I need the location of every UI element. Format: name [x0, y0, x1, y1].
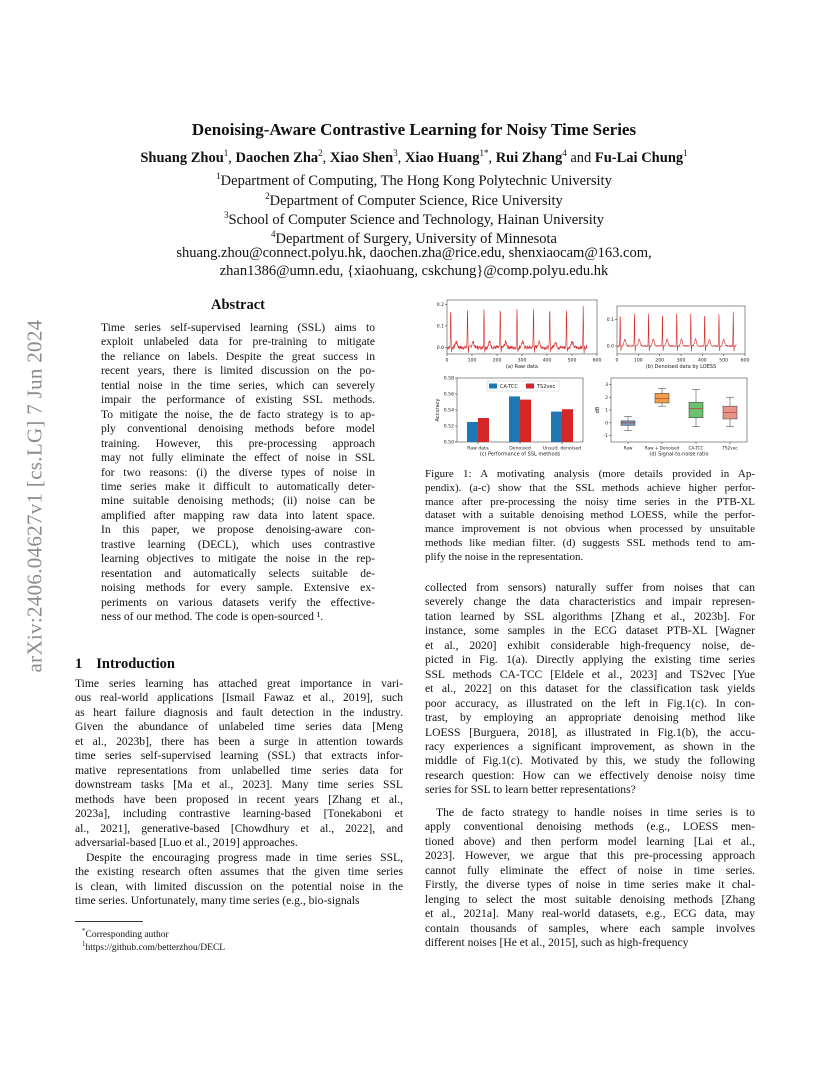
text-line: LOESS [Burguera, 2018], as illustrated in Fig.1(b), the accu-	[425, 725, 755, 739]
text-line: amplified after mapping raw data into latent space.	[101, 508, 375, 522]
affiliation-sup: 3	[224, 210, 229, 220]
text-line: periments on various datasets verify the effective-	[101, 595, 375, 609]
text-line: pendix). (a-c) show that the SSL methods achieve higher perfor-	[425, 481, 755, 494]
text-line: cannot fully eliminate the effect of noise in time series.	[425, 863, 755, 877]
text-line: is clean, with limited discussion on the potential noise in the	[75, 879, 403, 893]
x-tick-label: 300	[676, 358, 686, 364]
legend-label: CA-TCC	[500, 384, 518, 390]
affiliation-text: School of Computer Science and Technology, Hainan University	[228, 211, 604, 228]
author-sup: 4	[562, 148, 567, 158]
author-name: Xiao Shen	[329, 149, 394, 166]
bar-ca-tcc	[467, 422, 478, 442]
bar-ts2vec	[478, 418, 489, 442]
legend-swatch	[526, 384, 534, 389]
x-tick-label: Raw data	[467, 446, 489, 452]
text-line: the existing research often assumes that the given time series	[75, 865, 403, 879]
y-tick-label: 1	[605, 408, 608, 414]
y-tick-label: 0.0	[606, 344, 614, 350]
text-line: methods have been proposed in recent years [Zhang et al.,	[75, 792, 403, 806]
text-line: instance, some samples in the ECG dataset PTB-XL [Wagner	[425, 624, 755, 638]
text-line: ness of our method. The code is open-sourced ¹.	[101, 610, 324, 624]
author-sup: 1*	[479, 148, 489, 158]
text-line: poor accuracy, as illustrated on the left in Fig.1(c). In con-	[425, 696, 755, 710]
y-axis-label: dB	[595, 406, 601, 414]
footnote-mark: 1	[82, 940, 86, 948]
panel-a-raw-data	[437, 300, 602, 370]
figure-1	[425, 296, 755, 462]
text-line: Given the abundance of unlabeled time series data [Meng	[75, 720, 403, 734]
text-line: Firstly, the diverse types of noise in time series make it chal-	[425, 878, 755, 892]
text-line: resentation and automatically selects suitable de-	[101, 566, 375, 580]
paper-title: Denoising-Aware Contrastive Learning for Noisy Time Series	[191, 120, 637, 139]
text-line: time series. Unfortunately, many time series (e.g., bio-signals	[75, 894, 360, 908]
footnote-rule	[75, 921, 143, 922]
x-tick-label: Denoised	[509, 446, 531, 452]
text-line: noising methods for every sample. Extensive ex-	[101, 581, 375, 595]
footnote-mark: *	[82, 927, 86, 935]
y-tick-label: 0.2	[436, 302, 444, 308]
x-tick-label: Raw	[623, 445, 633, 451]
x-tick-label: 500	[719, 358, 729, 364]
text-line: may not fully eliminate the effect of noise in SSL	[101, 451, 375, 465]
intro-paragraph	[425, 806, 755, 951]
x-tick-label: 100	[467, 358, 477, 364]
text-line: Time series learning has attached great importance in vari-	[75, 677, 403, 690]
text-line: et al., 2021a]. Many real-world datasets, e.g., ECG data, may	[425, 907, 755, 921]
y-tick-label: 0.50	[443, 440, 454, 446]
affiliation-text: Department of Computer Science, Rice University	[269, 192, 563, 209]
text-line: et al., 2023b], there has been a surge in attention towards	[75, 734, 403, 748]
x-tick-label: 400	[697, 358, 707, 364]
text-line: mine suitable denoising methods; (ii) noise can be	[101, 494, 375, 508]
text-line: et al., 2020] exhibit considerable high-frequency noise, de-	[425, 638, 755, 652]
footnote	[82, 938, 225, 954]
section-title: Introduction	[96, 656, 175, 672]
x-tick-label: 200	[492, 358, 502, 364]
panel-caption: (c) Performance of SSL methods	[479, 451, 561, 458]
y-tick-label: 0	[605, 421, 608, 427]
text-line: adversarial-based [Luo et al., 2019] approaches.	[75, 835, 298, 849]
text-line: severely change the data characteristics and impair represen-	[425, 595, 755, 609]
text-line: collected from sensors) naturally suffer from noises that can	[425, 581, 755, 594]
x-tick-label: TS2vec	[722, 445, 738, 451]
text-line: ply conventional denoising methods before model	[101, 422, 375, 436]
author-and: and	[570, 149, 592, 166]
text-line: recent years, there is limited discussion on the po-	[101, 364, 375, 378]
author-name: Shuang Zhou	[140, 149, 224, 166]
text-line: different noises [He et al., 2015], such as high-frequency	[425, 936, 689, 950]
y-tick-label: -1	[603, 434, 608, 440]
footnote-link[interactable]: https://github.com/betterzhou/DECL	[85, 943, 226, 954]
text-line: series for SSL to learn better representations?	[425, 783, 636, 797]
author-name: Fu-Lai Chung	[594, 149, 684, 166]
y-tick-label: 0.0	[436, 346, 444, 352]
text-line: tioned above) and then perform model learning [Lai et al.,	[425, 834, 755, 848]
legend-label: TS2vec	[537, 384, 556, 390]
x-tick-label: 0	[445, 358, 449, 364]
text-line: as heart failure diagnosis and fault detection in the industry.	[75, 705, 403, 719]
x-tick-label: 300	[517, 358, 527, 364]
x-tick-label: 600	[740, 358, 750, 364]
y-tick-label: 0.1	[436, 324, 444, 330]
text-line: racy experiences a significant improvement, as shown in the	[425, 739, 755, 753]
y-tick-label: 0.56	[443, 392, 454, 398]
intro-paragraph	[75, 851, 403, 909]
y-tick-label: 0.54	[443, 408, 454, 414]
y-tick-label: 0.1	[606, 317, 614, 323]
y-tick-label: 2	[605, 395, 608, 401]
author-sup: 3	[393, 148, 398, 158]
text-line: dataset with a suitable denoising method LOESS, while the perfor-	[425, 509, 755, 522]
panel-caption: (d) Signal-to-noise ratio	[649, 451, 709, 458]
affiliation-sup: 1	[216, 171, 221, 181]
signal-line	[447, 306, 587, 353]
text-line: Despite the encouraging progress made in time series SSL,	[86, 851, 403, 864]
text-line: Figure 1: A motivating analysis (more details provided in Ap-	[425, 468, 755, 480]
bar-ca-tcc	[551, 412, 562, 442]
intro-paragraph	[75, 677, 403, 850]
text-line: trastive learning (DECL), which uses contrastive	[101, 537, 375, 551]
abstract-body	[101, 321, 375, 625]
x-tick-label: Unsuit. denoised	[542, 446, 582, 452]
x-tick-label: 100	[633, 358, 643, 364]
y-axis-label: Accuracy	[435, 398, 441, 422]
figure-caption	[425, 468, 755, 565]
intro-paragraph	[425, 581, 755, 798]
text-line: apply conventional denoising methods (e.g., LOESS men-	[425, 820, 755, 834]
text-line: learning objectives to mitigate the noise in the rep-	[101, 552, 375, 566]
bar-ts2vec	[562, 409, 573, 442]
text-line: SSL methods CA-TCC [Eldele et al., 2023] and TS2vec [Yue	[425, 667, 755, 681]
text-line: contain thousands of samples, where each sample involves	[425, 921, 755, 935]
panel-c-ssl-performance	[435, 376, 583, 458]
text-line: trast, by employing an appropriate denoising method like	[425, 711, 755, 725]
author-sup: 2	[318, 148, 323, 158]
bar-ts2vec	[520, 400, 531, 442]
text-line: tation learned by SSL algorithms [Zhang et al., 2023b]. For	[425, 609, 755, 623]
text-line: the reliance on labels. Despite the great success in	[101, 349, 375, 363]
text-line: impair the performance of existing SSL methods.	[101, 393, 375, 407]
affiliation-sup: 4	[271, 229, 276, 239]
x-tick-label: CA-TCC	[688, 445, 704, 451]
text-line: middle of Fig.1(c). Motivated by this, we study the following	[425, 754, 755, 768]
author-list: Shuang Zhou$^1$, Daochen Zha$^2$, Xiao Shen$^3$, Xiao Huang$^{1*}$, Rui Zhang$^4$ and Fu-Lai Chung$^1$	[140, 148, 688, 166]
text-line: for two reasons: (i) the diverse types of noise in	[101, 465, 375, 479]
box	[689, 402, 703, 417]
section-number: 1	[75, 656, 83, 672]
text-line: downstream tasks [Ma et al., 2023]. Many time series SSL	[75, 778, 403, 792]
signal-line	[617, 312, 736, 352]
arxiv-identifier	[18, 296, 52, 696]
x-tick-label: 400	[542, 358, 552, 364]
text-line: picted in Fig. 1(a). Directly applying the existing time series	[425, 653, 755, 667]
x-tick-label: 0	[615, 358, 619, 364]
section-heading	[75, 656, 175, 673]
y-tick-label: 3	[605, 383, 608, 388]
y-tick-label: 0.52	[443, 424, 454, 430]
text-line: Time series self-supervised learning (SSL) aims to	[101, 321, 375, 334]
text-line: tential noise in the time series, which can severely	[101, 378, 375, 392]
legend-swatch	[489, 384, 497, 389]
text-line: et al., 2022] on this dataset for the classification task yields	[425, 682, 755, 696]
author-sup: 1	[683, 148, 688, 158]
text-line: al., 2021], generative-based [Chowdhury et al., 2022], and	[75, 821, 403, 835]
author-name: Rui Zhang	[495, 149, 563, 166]
affiliation-sup: 2	[265, 191, 270, 201]
panel-caption: (b) Denoised data by LOESS	[645, 364, 717, 370]
x-tick-label: 500	[567, 358, 577, 364]
text-line: The de facto strategy to handle noises in time series is to	[436, 806, 755, 819]
text-line: mance improvement is not obvious when processed by unsuitable	[425, 523, 755, 536]
text-line: time series make it difficult to automatically deter-	[101, 479, 375, 493]
affiliation-text: Department of Computing, The Hong Kong Polytechnic University	[220, 172, 612, 189]
x-tick-label: 200	[655, 358, 665, 364]
text-line: 2023a], including contrastive learning-based [Tonekaboni et	[75, 807, 403, 821]
arxiv-id-text: arXiv:2406.04627v1 [cs.LG] 7 Jun 2024	[22, 319, 47, 673]
bar-ca-tcc	[509, 396, 520, 442]
text-line: ous real-world applications [Ismail Fawaz et al., 2019], such	[75, 691, 403, 705]
text-line: lenging to select the most suitable denoising methods [Zhang	[425, 892, 755, 906]
text-line: mative representations from unlabelled time series data for	[75, 763, 403, 777]
text-line: time series self-supervised learning (SSL) that extracts infor-	[75, 749, 403, 763]
y-tick-label: 0.58	[443, 376, 454, 382]
affiliation-text: Department of Surgery, University of Minnesota	[275, 230, 557, 247]
email-line: shuang.zhou@connect.polyu.hk, daochen.zha@rice.edu, shenxiaocam@163.com,	[176, 245, 652, 261]
abstract-heading: Abstract	[211, 297, 265, 313]
text-line: training. However, this pre-processing approach	[101, 436, 375, 450]
text-line: research question: How can we effectively denoise noisy time	[425, 768, 755, 782]
footnote-text: Corresponding author	[85, 930, 169, 941]
panel-caption: (a) Raw data	[506, 364, 538, 370]
text-line: In this paper, we propose denoising-aware con-	[101, 523, 375, 537]
plot-frame	[617, 306, 745, 354]
text-line: plify the noise in the representation.	[425, 550, 584, 563]
panel-d-snr	[595, 378, 747, 458]
x-tick-label: 600	[592, 358, 602, 364]
x-tick-label: Raw + Denoised	[644, 445, 680, 451]
author-sup: 1	[223, 148, 229, 158]
text-line: To mitigate the noise, the de facto strategy is to ap-	[101, 407, 375, 421]
text-line: exploit unlabeled data for pre-training to mitigate	[101, 335, 375, 349]
text-line: mance after pre-processing the noisy time series in the PTB-XL	[425, 495, 755, 508]
author-name: Daochen Zha	[235, 149, 319, 166]
text-line: methods like median filter. (d) suggests SSL methods tend to am-	[425, 536, 755, 549]
email-line: zhan1386@umn.edu, {xiaohuang, cskchung}@comp.polyu.edu.hk	[219, 263, 609, 279]
text-line: 2023]. However, we argue that this pre-processing approach	[425, 849, 755, 863]
author-name: Xiao Huang	[404, 149, 480, 166]
panel-b-denoised-data	[607, 306, 750, 370]
